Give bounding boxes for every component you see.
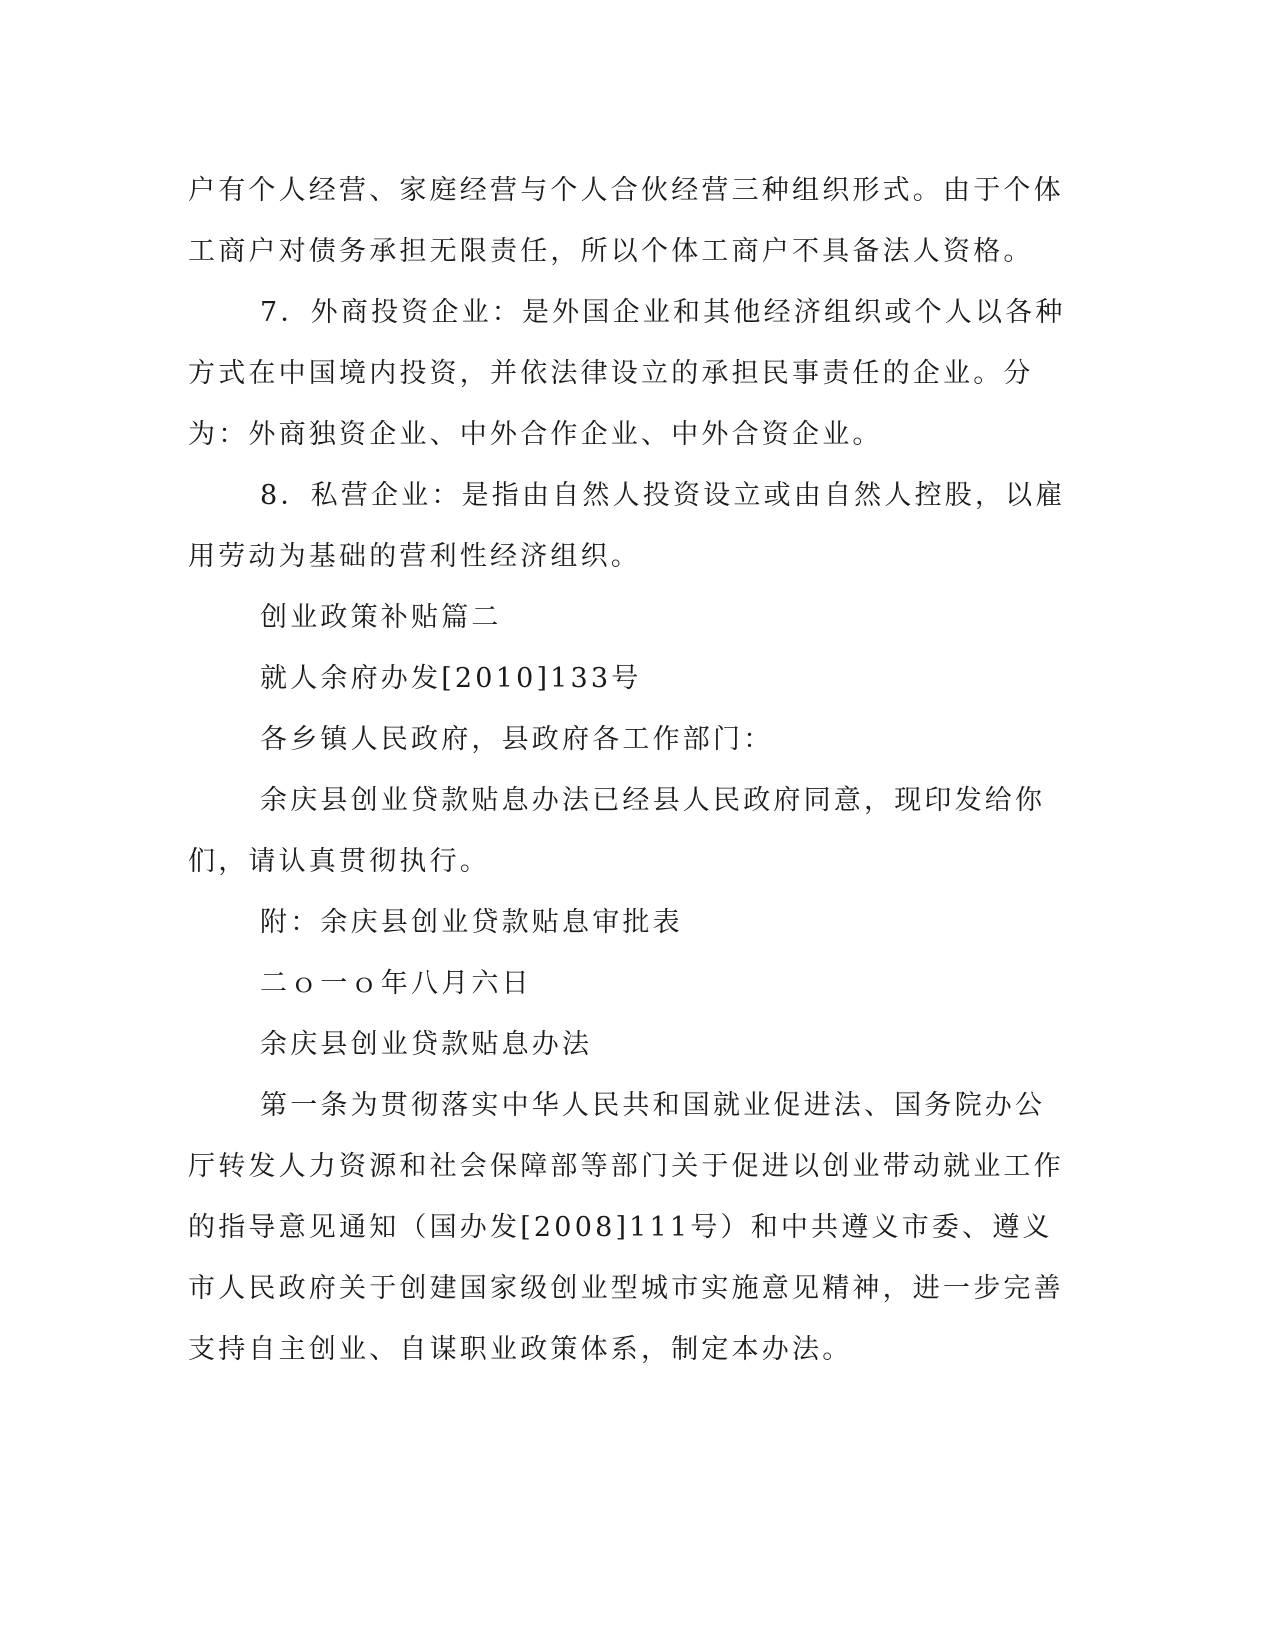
document-date: 二ｏ一ｏ年八月六日 (260, 968, 532, 999)
document-body (188, 160, 1073, 1380)
paragraph-foreign-investment: 7．外商投资企业：是外国企业和其他经济组织或个人以各种方式在中国境内投资，并依法律设立的承担民事责任的企业。分为：外商独资企业、中外合作企业、中外合资企业。 (188, 297, 1066, 450)
addressee: 各乡镇人民政府，县政府各工作部门： (260, 724, 774, 755)
paragraph-private-enterprise: 8．私营企业：是指由自然人投资设立或由自然人控股，以雇用劳动为基础的营利性经济组织。 (188, 480, 1066, 572)
paragraph-notice: 余庆县创业贷款贴息办法已经县人民政府同意，现印发给你们，请认真贯彻执行。 (188, 785, 1046, 877)
regulation-title: 余庆县创业贷款贴息办法 (260, 1029, 593, 1060)
paragraph-individual-business-continued: 户有个人经营、家庭经营与个人合伙经营三种组织形式。由于个体工商户对债务承担无限责任，所以个体工商户不具备法人资格。 (188, 175, 1064, 267)
article-one: 第一条为贯彻落实中华人民共和国就业促进法、国务院办公厅转发人力资源和社会保障部等部门关于促进以创业带动就业工作的指导意见通知（国办发[2008]111号）和中共遵义市委、遵义市人民政府关于创建国家级创业型城市实施意见精神，进一步完善支持自主创业、自谋职业政策体系，制定本办法。 (188, 1090, 1064, 1365)
section-heading: 创业政策补贴篇二 (260, 602, 502, 633)
attachment-line: 附：余庆县创业贷款贴息审批表 (260, 907, 683, 938)
document-number: 就人余府办发[2010]133号 (260, 663, 642, 694)
